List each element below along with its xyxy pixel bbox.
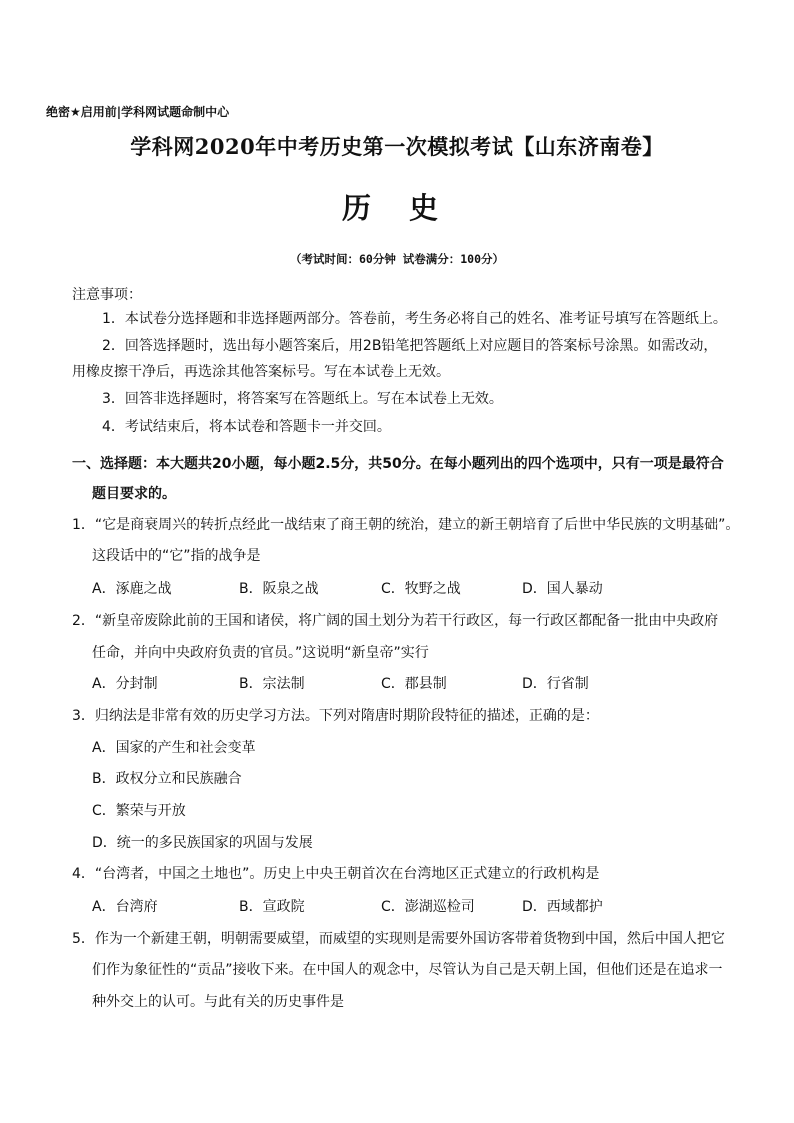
question-2-stem: 任命，并向中央政府负责的官员。”这说明“新皇帝”实行	[92, 645, 429, 661]
notice-item: 1．本试卷分选择题和非选择题两部分。答卷前，考生务必将自己的姓名、准考证号填写在答题纸上。	[102, 311, 727, 327]
section-heading: 一、选择题：本大题共20小题，每小题2.5分，共50分。在每小题列出的四个选项中，只有一项是最符合	[72, 456, 724, 472]
question-1-option-b: B．阪泉之战	[239, 581, 319, 597]
question-2-option-b: B．宗法制	[239, 676, 305, 692]
question-2-stem: 2．“新皇帝废除此前的王国和诸侯，将广阔的国土划分为若干行政区，每一行政区都配备一批由中央政府	[72, 613, 719, 629]
question-3-option-c: C．繁荣与开放	[92, 803, 186, 819]
question-5-stem: 种外交上的认可。与此有关的历史事件是	[92, 994, 344, 1010]
question-4-stem: 4．“台湾者，中国之土地也”。历史上中央王朝首次在台湾地区正式建立的行政机构是	[72, 866, 600, 882]
subject-title: 历 史	[341, 191, 453, 225]
question-2-option-d: D．行省制	[522, 676, 589, 692]
question-1-option-c: C．牧野之战	[381, 581, 461, 597]
question-4-option-b: B．宣政院	[239, 899, 305, 915]
question-5-stem: 5．作为一个新建王朝，明朝需要威望，而威望的实现则是需要外国访客带着货物到中国，然后中国人把它	[72, 931, 725, 947]
question-3-option-a: A．国家的产生和社会变革	[92, 740, 256, 756]
header-note: 绝密★启用前|学科网试题命制中心	[46, 105, 230, 119]
question-4-option-a: A．台湾府	[92, 899, 158, 915]
question-2-option-a: A．分封制	[92, 676, 158, 692]
question-3-option-d: D．统一的多民族国家的巩固与发展	[92, 835, 313, 851]
notice-item: 用橡皮擦干净后，再选涂其他答案标号。写在本试卷上无效。	[72, 364, 450, 380]
question-4-option-c: C．澎湖巡检司	[381, 899, 475, 915]
question-1-option-d: D．国人暴动	[522, 581, 603, 597]
question-1-stem: 这段话中的“它”指的战争是	[92, 548, 261, 564]
exam-info: （考试时间：60分钟 试卷满分：100分）	[289, 252, 505, 266]
question-3-stem: 3．归纳法是非常有效的历史学习方法。下列对隋唐时期阶段特征的描述，正确的是：	[72, 708, 599, 724]
question-1-stem: 1．“它是商衰周兴的转折点经此一战结束了商王朝的统治，建立的新王朝培育了后世中华民族的文明基础”。	[72, 517, 740, 533]
notice-item: 3．回答非选择题时，将答案写在答题纸上。写在本试卷上无效。	[102, 391, 503, 407]
question-1-option-a: A．涿鹿之战	[92, 581, 172, 597]
question-4-option-d: D．西域都护	[522, 899, 603, 915]
notice-item: 4．考试结束后，将本试卷和答题卡一并交回。	[102, 419, 391, 435]
notice-heading: 注意事项：	[72, 287, 142, 303]
section-heading-cont: 题目要求的。	[92, 486, 176, 502]
question-5-stem: 们作为象征性的“贡品”接收下来。在中国人的观念中，尽管认为自己是天朝上国，但他们还是在追求一	[92, 962, 723, 978]
notice-item: 2．回答选择题时，选出每小题答案后，用2B铅笔把答题纸上对应题目的答案标号涂黑。如需改动，	[102, 338, 718, 354]
question-3-option-b: B．政权分立和民族融合	[92, 771, 242, 787]
question-2-option-c: C．郡县制	[381, 676, 447, 692]
exam-title: 学科网2020年中考历史第一次模拟考试【山东济南卷】	[130, 134, 664, 159]
